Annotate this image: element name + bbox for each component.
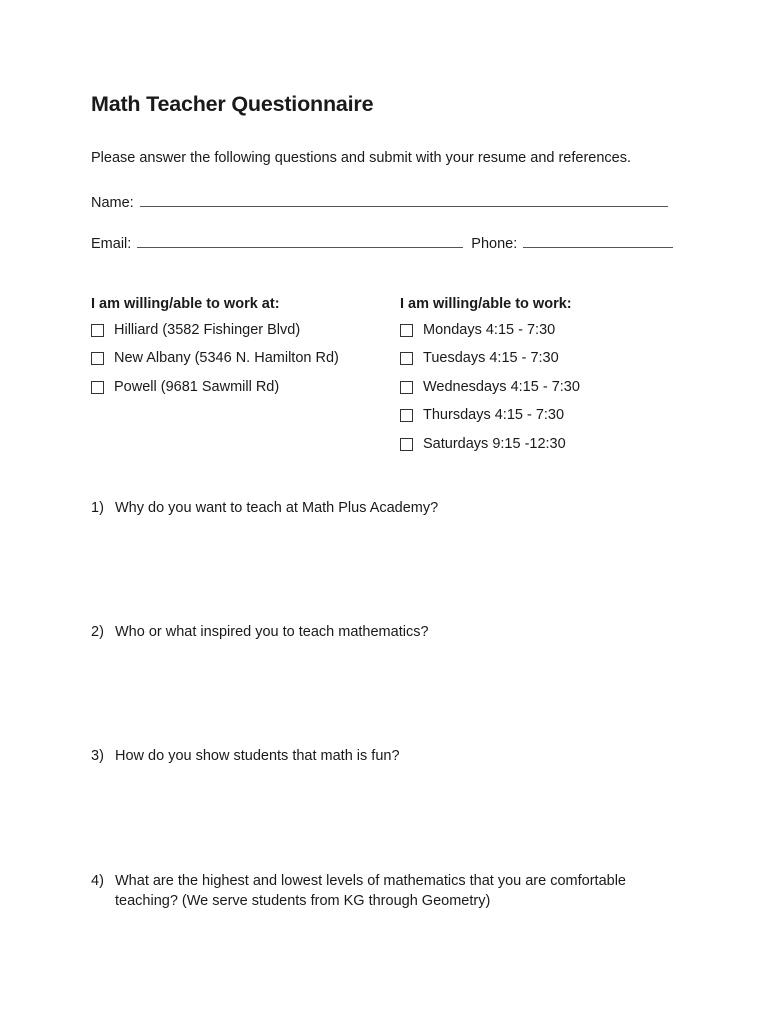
name-row [91,192,668,211]
question-2 [91,622,675,642]
email-field[interactable] [137,233,463,248]
locations-heading: I am willing/able to work at: [91,296,280,312]
intro-text: Please answer the following questions and submit with your resume and references. [91,150,632,166]
schedule-option-mondays[interactable] [400,322,555,338]
option-label: Hilliard (3582 Fishinger Blvd) [114,322,301,338]
option-label: Saturdays 9:15 -12:30 [423,436,566,452]
phone-label: Phone: [471,236,518,252]
question-text: Why do you want to teach at Math Plus Academy? [115,500,439,516]
question-3 [91,746,675,766]
question-text: What are the highest and lowest levels of mathematics that you are comfortable teaching? (We serve students from KG through Geometry) [115,873,626,909]
location-option-powell[interactable] [91,379,279,395]
question-number: 4) [91,873,104,889]
option-label: Mondays 4:15 - 7:30 [423,322,556,338]
question-number: 1) [91,500,104,516]
question-number: 3) [91,748,104,764]
schedule-option-tuesdays[interactable] [400,350,559,366]
page-title: Math Teacher Questionnaire [91,92,374,116]
option-label: Powell (9681 Sawmill Rd) [114,379,280,395]
question-text: How do you show students that math is fun? [115,748,400,764]
option-label: Wednesdays 4:15 - 7:30 [423,379,580,395]
question-1 [91,498,675,518]
schedule-option-thursdays[interactable] [400,407,564,423]
location-option-new-albany[interactable] [91,350,339,366]
name-label: Name: [91,195,134,211]
option-label: Thursdays 4:15 - 7:30 [423,407,565,423]
phone-field[interactable] [523,233,673,248]
checkbox[interactable] [91,381,104,394]
location-option-hilliard[interactable] [91,322,300,338]
option-label: Tuesdays 4:15 - 7:30 [423,350,559,366]
schedule-option-wednesdays[interactable] [400,379,580,395]
checkbox[interactable] [91,324,104,337]
checkbox[interactable] [400,352,413,365]
checkbox[interactable] [91,352,104,365]
schedule-option-saturdays[interactable] [400,436,566,452]
email-phone-row [91,233,673,252]
checkbox[interactable] [400,324,413,337]
checkbox[interactable] [400,381,413,394]
question-number: 2) [91,624,104,640]
question-4 [91,871,675,911]
checkbox[interactable] [400,438,413,451]
checkbox[interactable] [400,409,413,422]
schedule-heading: I am willing/able to work: [400,296,572,312]
question-text: Who or what inspired you to teach mathematics? [115,624,429,640]
option-label: New Albany (5346 N. Hamilton Rd) [114,350,339,366]
email-label: Email: [91,236,132,252]
name-field[interactable] [140,192,668,207]
